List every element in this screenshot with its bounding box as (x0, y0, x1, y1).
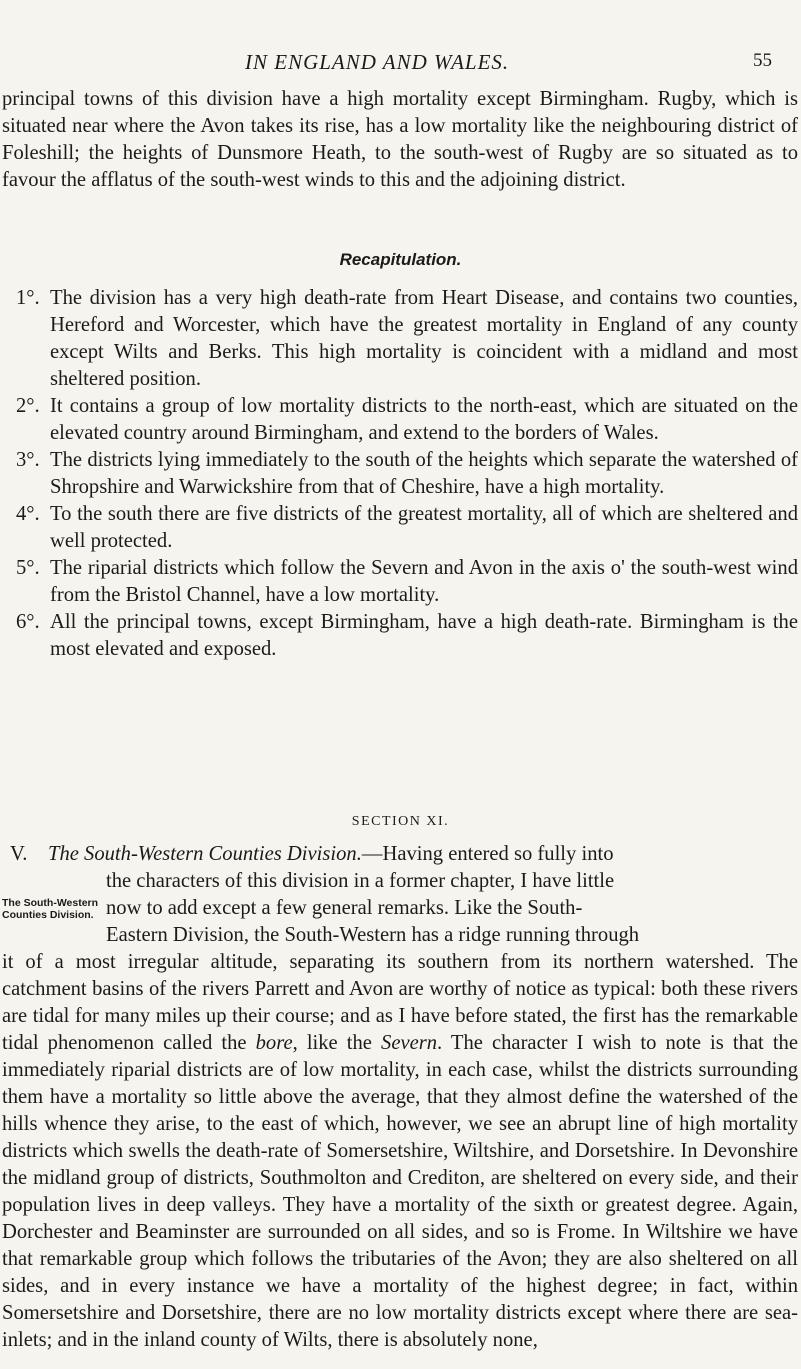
recap-item (2, 285, 798, 393)
recap-item (2, 501, 798, 555)
running-head (0, 50, 801, 74)
division-line: now to add except a few general remarks. Like the South- (106, 897, 583, 919)
division-line: the characters of this division in a former chapter, I have little (106, 870, 615, 892)
division-title: The South-Western Counties Division. (48, 843, 362, 865)
recap-heading: Recapitulation. (339, 250, 462, 269)
recap-item-number: 4°. (16, 503, 40, 525)
division-body-paragraph (2, 949, 798, 1354)
margin-note: The South-Western Counties Division. (2, 897, 99, 921)
recap-list (2, 285, 798, 663)
recap-item (2, 393, 798, 447)
recap-item-text: The division has a very high death-rate from Heart Disease, and contains two counties, Hereford and Worcester, which have the greatest mortality in England of any county except Wilts and Berks. This high mortality is coincident with a midland and most sheltered position. (50, 287, 798, 390)
body-text: it of a most irregular altitude, separating its southern from its northern watershed. The catchment basins of the rivers Parrett and Avon are worthy of notice as typical: both these rivers are tidal for many miles up their course; and as I have before stated, the first has the remarkable tidal phenomenon called the (2, 951, 798, 1054)
recap-item-text: To the south there are five districts of the greatest mortality, all of which are sheltered and well protected. (50, 503, 798, 552)
recap-item-number: 2°. (16, 395, 40, 417)
body-text: , like the (292, 1032, 382, 1054)
recap-item-text: All the principal towns, except Birmingham, have a high death-rate. Birmingham is the most elevated and exposed. (50, 611, 798, 660)
division-intro: —Having entered so fully into (361, 843, 614, 865)
body-italic-severn: Severn (381, 1032, 438, 1054)
recap-item-text: The riparial districts which follow the Severn and Avon in the axis o' the south-west wind from the Bristol Channel, have a low mortality. (50, 557, 798, 606)
body-italic-bore: bore (255, 1032, 293, 1054)
recap-item (2, 447, 798, 501)
page-number: 55 (753, 50, 772, 71)
recap-item-number: 5°. (16, 557, 40, 579)
recap-item (2, 555, 798, 609)
recap-item-number: 6°. (16, 611, 40, 633)
recap-item-number: 1°. (16, 287, 40, 309)
division-heading-text (48, 841, 798, 868)
division-roman-numeral: V. (10, 843, 28, 865)
division-line: Eastern Division, the South-Western has a ridge running through (106, 924, 640, 946)
recap-item-text: It contains a group of low mortality districts to the north-east, which are situated on the elevated country around Birmingham, and extend to the borders of Wales. (50, 395, 798, 444)
opening-paragraph: principal towns of this division have a high mortality except Birmingham. Rugby, which is situated near where the Avon takes its rise, has a low mortality like the neighbouring district of Foleshill; the heights of Dunsmore Heath, to the south-west of Rugby are so situated as to favour the afflatus of the south-west winds to this and the adjoining district. (2, 88, 798, 191)
recap-item-number: 3°. (16, 449, 40, 471)
section-label: SECTION XI. (351, 814, 450, 829)
recap-item (2, 609, 798, 663)
recap-item-text: The districts lying immediately to the south of the heights which separate the watershed of Shropshire and Warwickshire from that of Cheshire, have a high mortality. (50, 449, 798, 498)
body-text: . The character I wish to note is that the immediately riparial districts are of low mortality, in each case, whilst the districts surrounding them have a mortality so little above the average, that they almost define the watershed of the hills whence they arise, to the east of which, however, we see an abrupt line of high mortality districts which swells the death-rate of Somersetshire, Wiltshire, and Dorsetshire. In Devonshire the midland group of districts, Southmolton and Crediton, are sheltered on every side, and their population lives in deep valleys. They have a mortality of the sixth or greatest degree. Again, Dorchester and Beaminster are surrounded on all sides, and so is Frome. In Wiltshire we have that remarkable group which follows the tributaries of the Avon; they are also sheltered on all sides, and in every instance we have a mortality of the highest degree; in fact, within Somersetshire and Dorsetshire, there are no low mortality districts except where there are sea-inlets; and in the inland county of Wilts, there is absolutely none, (2, 1032, 798, 1351)
running-title: IN ENGLAND AND WALES. (245, 50, 510, 74)
